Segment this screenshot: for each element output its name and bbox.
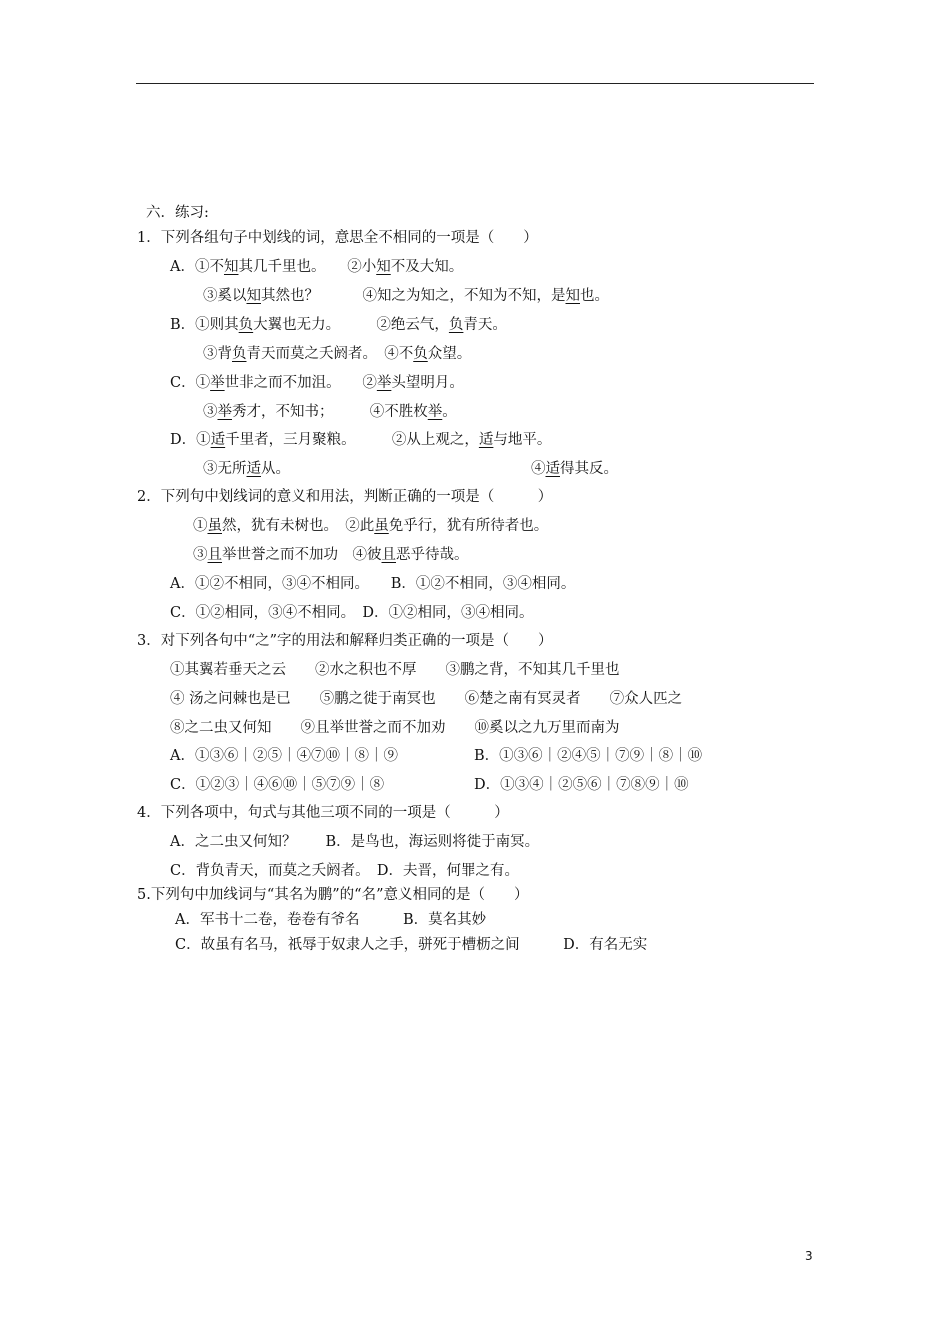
q3-option-c: C．①②③｜④⑥⑩｜⑤⑦⑨｜⑧: [170, 777, 385, 793]
q4-stem: 4．下列各项中，句式与其他三项不同的一项是（ ）: [137, 805, 509, 821]
header-rule: [136, 83, 814, 84]
q3-option-b: B．①③⑥｜②④⑤｜⑦⑨｜⑧｜⑩: [474, 748, 703, 764]
q1-option-c-line2: ③举秀才，不知书； ④不胜枚举。: [203, 404, 457, 420]
q3-option-d: D．①③④｜②⑤⑥｜⑦⑧⑨｜⑩: [474, 777, 689, 793]
underlined-word: 适: [246, 461, 261, 477]
page-number: 3: [805, 1249, 813, 1263]
q3-sentences-row2: ④ 汤之问棘也是已 ⑤鹏之徙于南冥也 ⑥楚之南有冥灵者 ⑦众人匹之: [170, 691, 683, 707]
q2-options-cd: C．①②相同，③④不相同。 D．①②相同，③④相同。: [170, 605, 534, 621]
q2-stem: 2．下列句中划线词的意义和用法，判断正确的一项是（ ）: [137, 489, 553, 505]
underlined-word: 知: [565, 288, 580, 304]
q3-stem: 3．对下列各句中“之”字的用法和解释归类正确的一项是（ ）: [137, 633, 553, 649]
underlined-word: 适: [478, 432, 494, 448]
q3-sentences-row3: ⑧之二虫又何知 ⑨且举世誉之而不加劝 ⑩奚以之九万里而南为: [170, 720, 620, 736]
q5-options-ab: A．军书十二卷，卷卷有爷名 B．莫名其妙: [175, 912, 487, 928]
q4-options-cd: C．背负青天，而莫之夭阏者。 D．夫晋，何罪之有。: [170, 863, 519, 879]
q1-option-a-line2: ③奚以知其然也？ ④知之为知之，不知为不知，是知也。: [203, 288, 609, 304]
underlined-word: 举: [210, 375, 225, 391]
q2-sentence-2: ③且举世誉之而不加功 ④彼且恶乎待哉。: [193, 547, 469, 563]
q2-sentence-1: ①虽然，犹有未树也。 ②此虽免乎行，犹有所待者也。: [193, 518, 549, 534]
q1-option-d-line1: D．①适千里者，三月聚粮。 ②从上观之，适与地平。: [170, 432, 552, 448]
q1-option-b-line2: ③背负青天而莫之夭阏者。 ④不负众望。: [203, 346, 472, 362]
underlined-word: 负: [238, 317, 254, 333]
q3-option-a: A．①③⑥｜②⑤｜④⑦⑩｜⑧｜⑨: [170, 748, 398, 764]
underlined-word: 负: [413, 346, 428, 362]
q5-stem: 5.下列句中加线词与“其名为鹏”的“名”意义相同的是（ ）: [137, 887, 529, 903]
underlined-word: 负: [448, 317, 464, 333]
underlined-word: 虽: [374, 518, 389, 534]
section-title: 六．练习:: [146, 205, 209, 221]
underlined-word: 负: [232, 346, 247, 362]
underlined-word: 举: [376, 375, 392, 391]
underlined-word: 举: [217, 404, 232, 420]
underlined-word: 举: [427, 404, 443, 420]
underlined-word: 且: [381, 547, 396, 563]
underlined-word: 且: [207, 547, 222, 563]
underlined-word: 适: [210, 432, 226, 448]
underlined-word: 知: [246, 288, 261, 304]
q1-option-a-line1: A．①不知其几千里也。 ②小知不及大知。: [170, 259, 464, 275]
underlined-word: 适: [545, 461, 560, 477]
q4-options-ab: A．之二虫又何知？ B．是鸟也，海运则将徙于南冥。: [170, 834, 540, 850]
q3-sentences-row1: ①其翼若垂天之云 ②水之积也不厚 ③鹏之背，不知其几千里也: [170, 662, 620, 678]
q1-option-d-line2-right: ④适得其反。: [531, 461, 618, 477]
underlined-word: 知: [376, 259, 391, 275]
q2-options-ab: A．①②不相同，③④不相同。 B．①②不相同，③④相同。: [170, 576, 576, 592]
underlined-word: 知: [223, 259, 239, 275]
q1-option-b-line1: B．①则其负大翼也无力。 ②绝云气，负青天。: [170, 317, 507, 333]
q5-options-cd: C．故虽有名马，祇辱于奴隶人之手，骈死于槽枥之间 D．有名无实: [175, 937, 648, 953]
q1-option-c-line1: C．①举世非之而不加沮。 ②举头望明月。: [170, 375, 464, 391]
q1-option-d-line2-left: ③无所适从。: [203, 461, 290, 477]
underlined-word: 虽: [207, 518, 222, 534]
q1-stem: 1．下列各组句子中划线的词，意思全不相同的一项是（ ）: [137, 230, 538, 246]
